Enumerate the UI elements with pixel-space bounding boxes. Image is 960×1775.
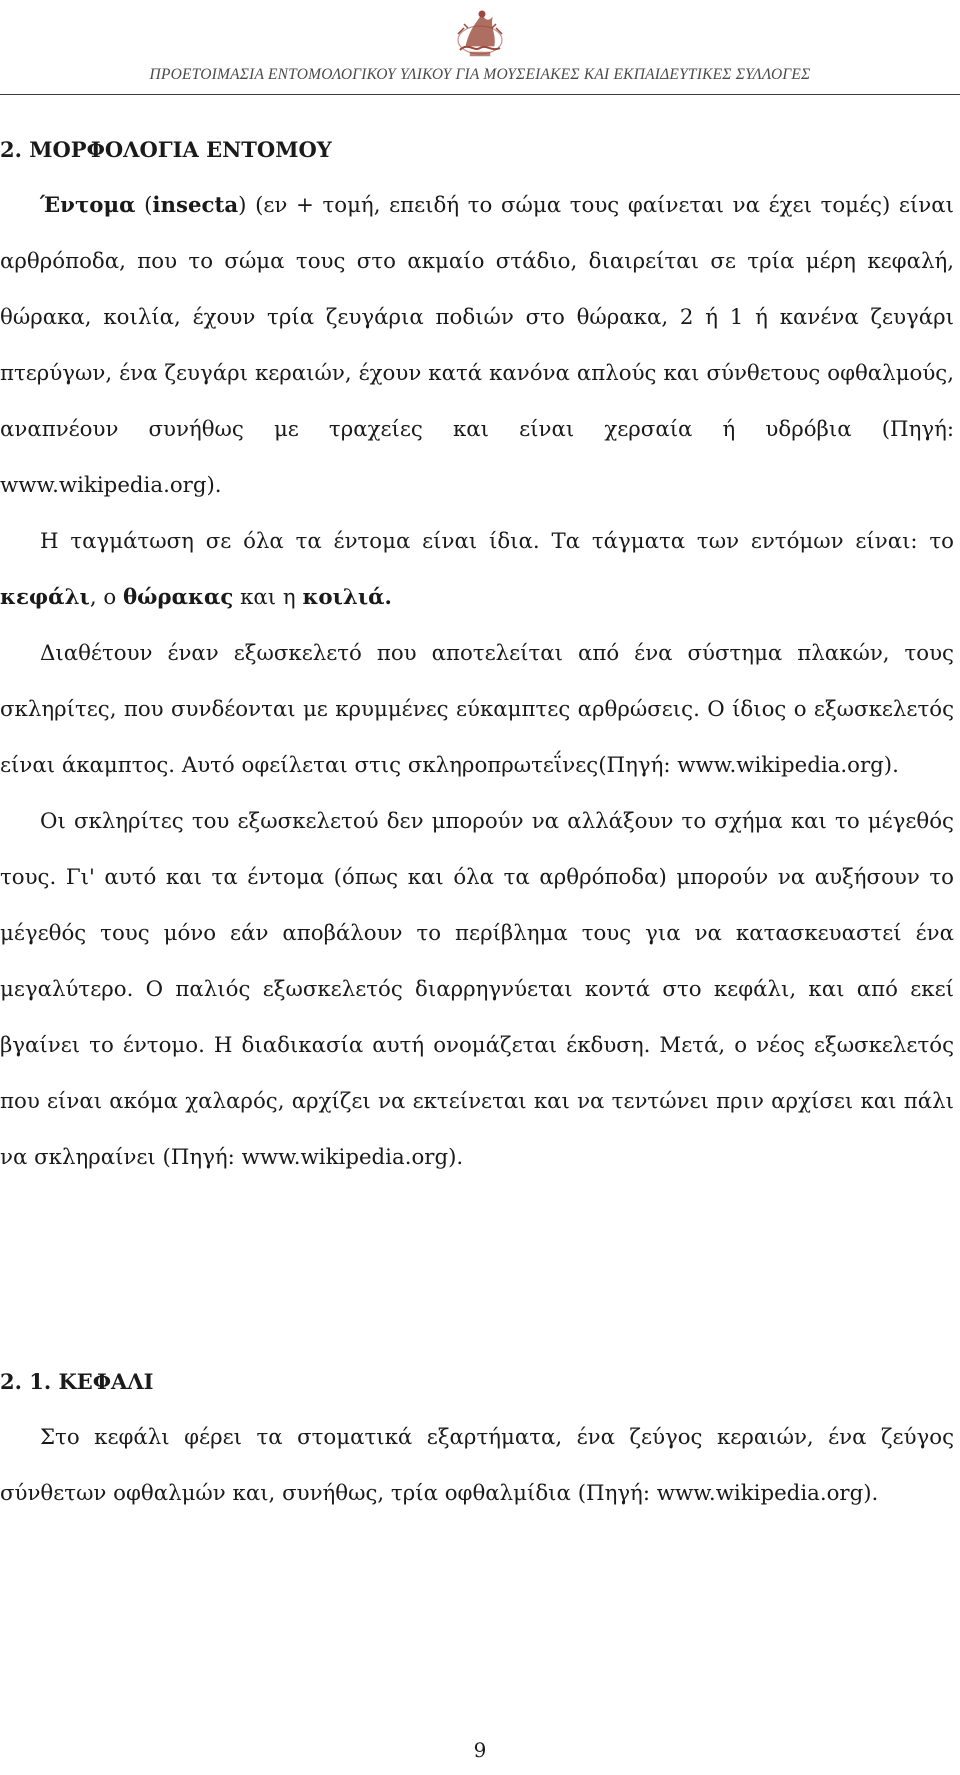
paragraph-molting: Οι σκληρίτες του εξωσκελετού δεν μπορούν να αλλάξουν το σχήμα και το μέγεθός τους. Γι' αυτό και τα έντομα (όπως και όλα τα αρθρόποδα) μπορούν να αυξήσουν το μέγεθός τους μόνο εάν αποβάλουν το περίβλημα τους για να κατασκευαστεί ένα μεγαλύτερο. Ο παλιός εξωσκελετός διαρρηγνύεται κοντά στο κεφάλι, και από εκεί βγαίνει το έντομο. Η διαδικασία αυτή ονομάζεται έκδυση. Μετά, ο νέος εξωσκελετός που είναι ακόμα χαλαρός, αρχίζει να εκτείνεται και να τεντώνει πριν αρχίσει και πάλι να σκληραίνει (Πηγή: www.wikipedia.org). (0, 809, 954, 1170)
sep-1: , ο (89, 585, 123, 610)
section-heading: 2. ΜΟΡΦΟΛΟΓΙΑ ΕΝΤΟΜΟΥ (0, 137, 332, 162)
tagmata-intro: Η ταγμάτωση σε όλα τα έντομα είναι ίδια. Τα τάγματα των εντόμων είναι: το (40, 529, 954, 554)
term-insecta: insecta (152, 193, 239, 218)
page-number: 9 (473, 1738, 487, 1762)
sep-2: και η (233, 585, 303, 610)
paragraph-tagmata (0, 514, 954, 626)
term-abdomen: κοιλιά. (302, 585, 392, 610)
term-entoma: Έντομα (40, 193, 136, 218)
header-divider (0, 94, 960, 95)
subsection-heading: 2. 1. ΚΕΦΑΛΙ (0, 1369, 154, 1394)
definition-text: ) (εν + τομή, επειδή το σώμα τους φαίνεται να έχει τομές) είναι αρθρόποδα, που το σώμα τους στο ακμαίο στάδιο, διαιρείται σε τρία μέρη κεφαλή, θώρακα, κοιλία, έχουν τρία ζευγάρια ποδιών στο θώρακα, 2 ή 1 ή κανένα ζευγάρι πτερύγων, ένα ζευγάρι κεραιών, έχουν κατά κανόνα απλούς και σύνθετους οφθαλμούς, αναπνέουν συνήθως με τραχείες και είναι χερσαία ή υδρόβια (Πηγή: www.wikipedia.org). (0, 193, 954, 498)
subsection-head (0, 1354, 954, 1522)
paragraph-definition (0, 178, 954, 514)
paren-open: ( (135, 193, 153, 218)
main-content (0, 122, 954, 1186)
term-head: κεφάλι (0, 585, 90, 610)
paragraph-head-parts: Στο κεφάλι φέρει τα στοματικά εξαρτήματα, ένα ζεύγος κεραιών, ένα ζεύγος σύνθετων οφθαλμών και, συνήθως, τρία οφθαλμίδια (Πηγή: www.wikipedia.org). (0, 1425, 954, 1506)
term-thorax: θώρακας (122, 585, 234, 610)
running-header-title: ΠΡΟΕΤΟΙΜΑΣΙΑ ΕΝΤΟΜΟΛΟΓΙΚΟΥ ΥΛΙΚΟΥ ΓΙΑ ΜΟΥΣΕΙΑΚΕΣ ΚΑΙ ΕΚΠΑΙΔΕΥΤΙΚΕΣ ΣΥΛΛΟΓΕΣ (149, 66, 811, 83)
emblem-logo-icon (444, 6, 516, 60)
paragraph-exoskeleton: Διαθέτουν έναν εξωσκελετό που αποτελείται από ένα σύστημα πλακών, τους σκληρίτες, που συνδέονται με κρυμμένες εύκαμπτες αρθρώσεις. Ο ίδιος ο εξωσκελετός είναι άκαμπτος. Αυτό οφείλεται στις σκληροπρωτεΐνες(Πηγή: www.wikipedia.org). (0, 641, 954, 778)
